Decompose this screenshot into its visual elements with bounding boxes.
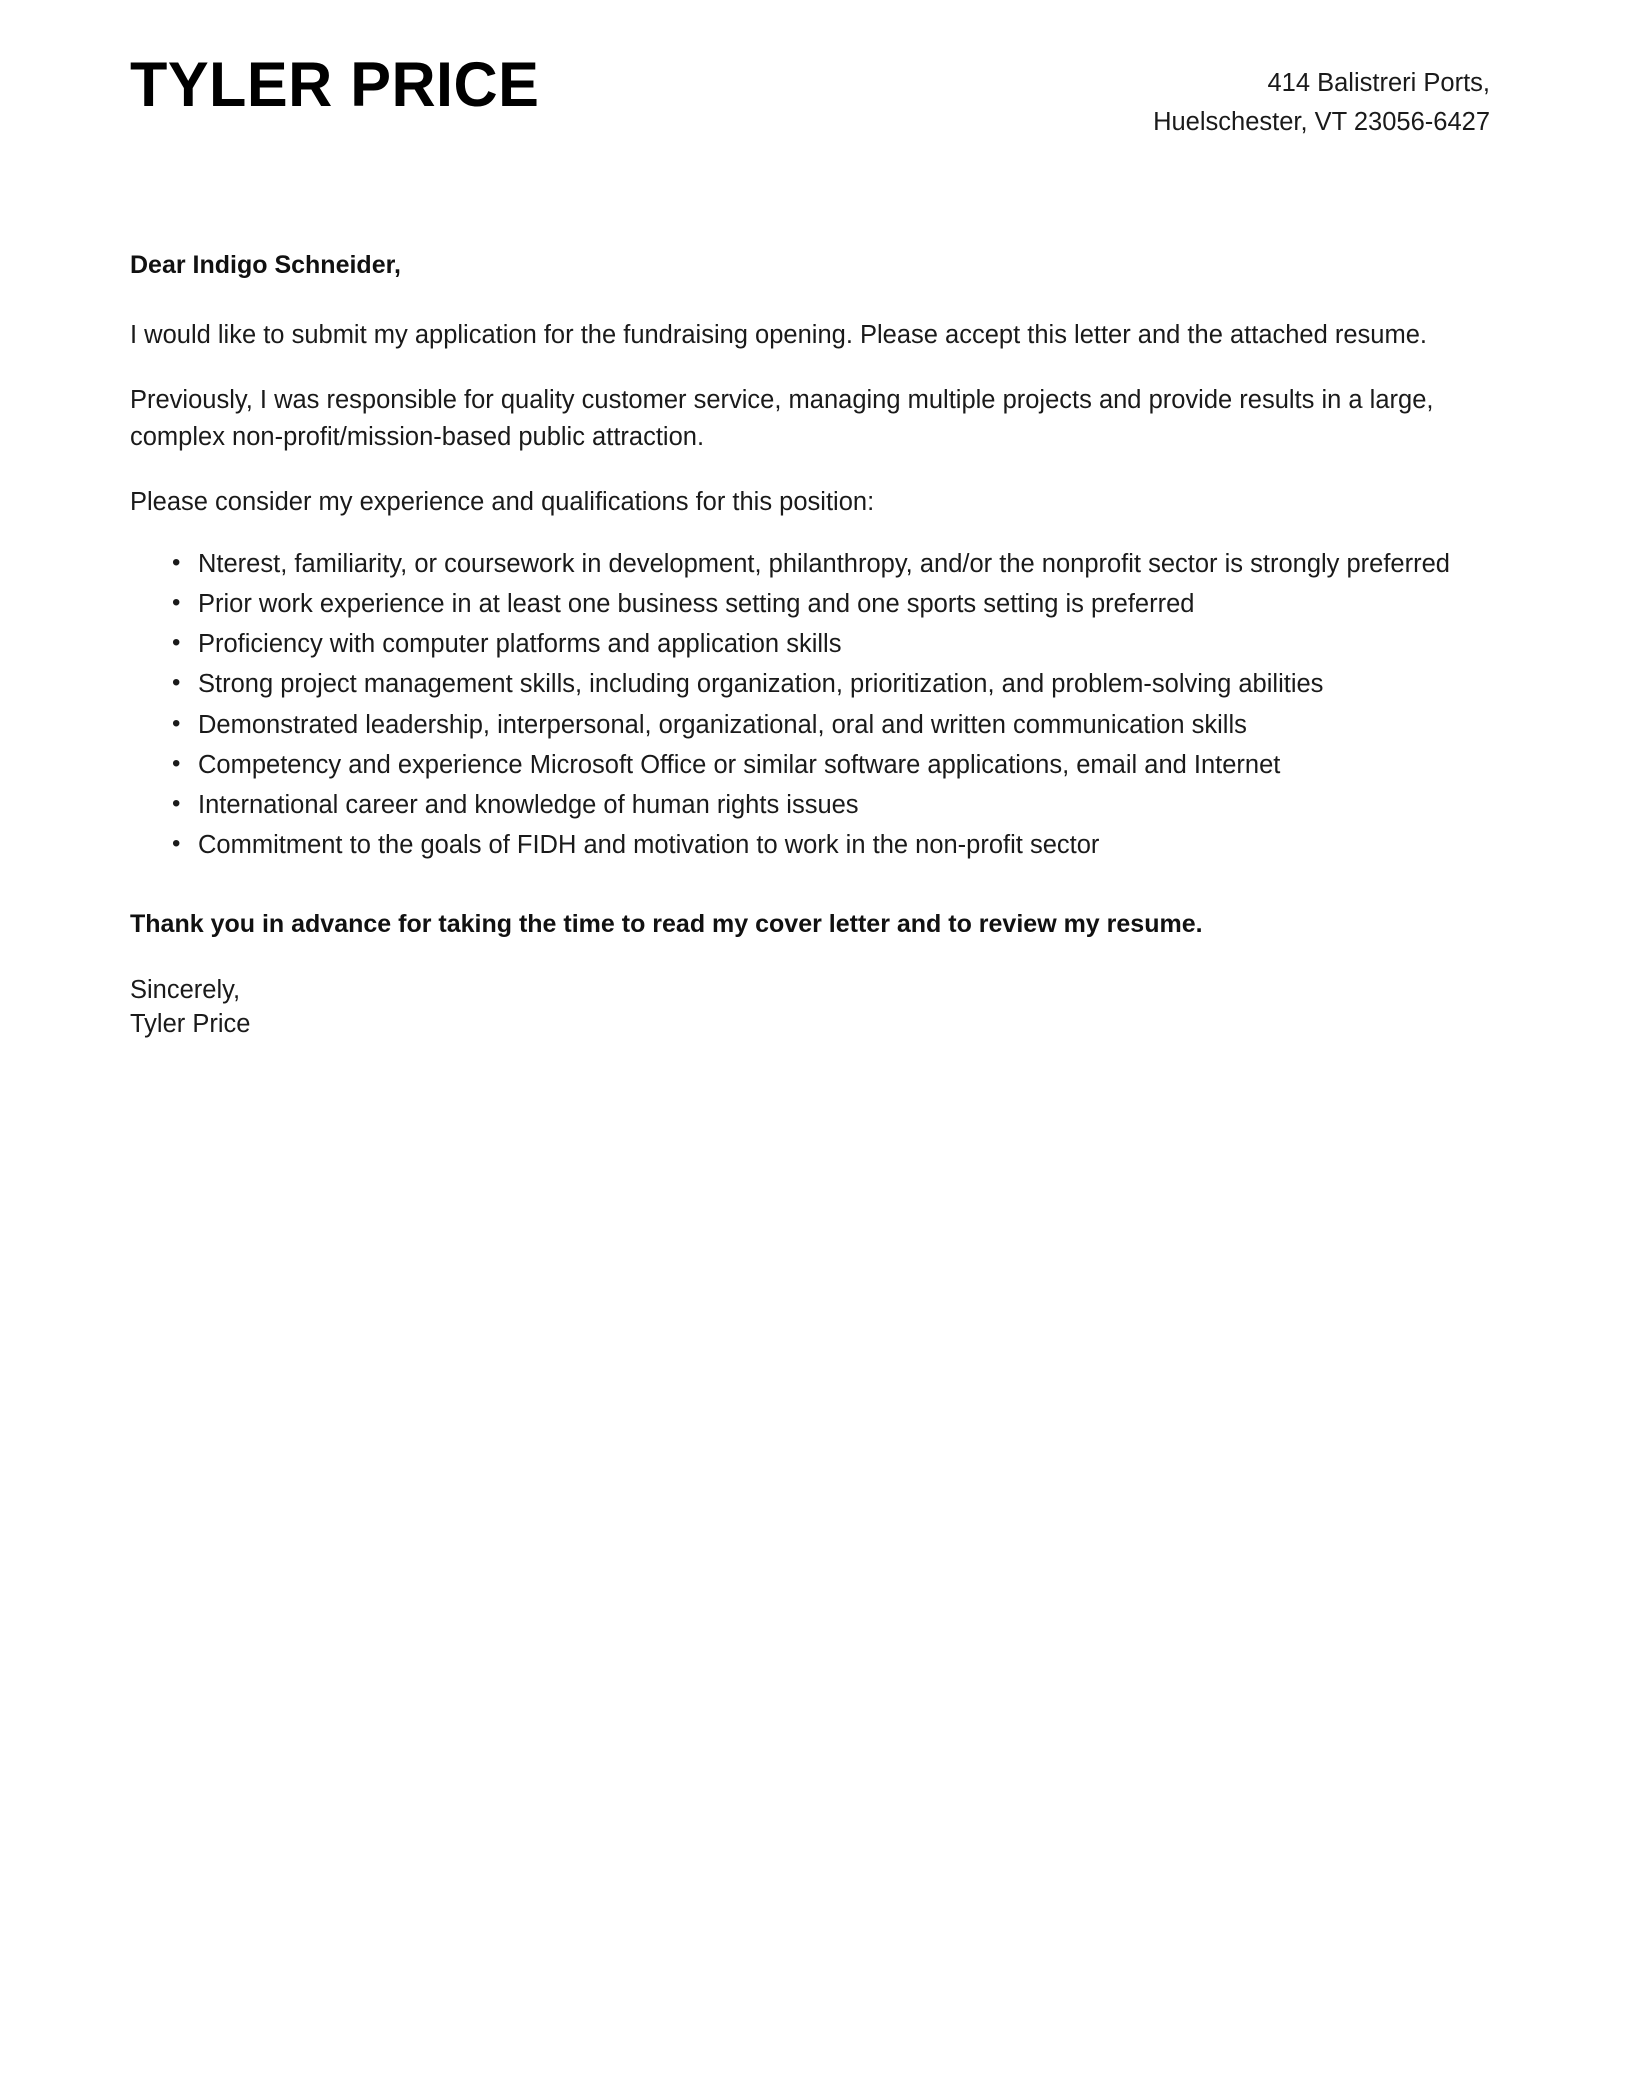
list-item: • Competency and experience Microsoft Office or similar software applications, email and Internet: [172, 747, 1480, 784]
address-block: [1153, 52, 1500, 142]
list-item: • Commitment to the goals of FIDH and motivation to work in the non-profit sector: [172, 827, 1480, 864]
salutation: Dear Indigo Schneider,: [130, 250, 401, 279]
list-item: • Prior work experience in at least one business setting and one sports setting is preferred: [172, 586, 1480, 623]
qualifications-list: [130, 546, 1480, 865]
address-line-street: 414 Balistreri Ports,: [1267, 69, 1490, 97]
body-paragraph-1: I would like to submit my application for the fundraising opening. Please accept this letter and the attached resume.: [130, 320, 1427, 349]
letter-sheet: [130, 0, 1500, 1041]
letter-body: [130, 247, 1480, 1042]
body-paragraph-3: Please consider my experience and qualifications for this position:: [130, 488, 875, 517]
list-item: • International career and knowledge of human rights issues: [172, 787, 1480, 824]
list-item: • Proficiency with computer platforms and application skills: [172, 626, 1480, 663]
closing-statement: Thank you in advance for taking the time to read my cover letter and to review my resume.: [130, 910, 1203, 939]
signature-name: Tyler Price: [130, 1010, 251, 1039]
list-item: • Demonstrated leadership, interpersonal, organizational, oral and written communication skills: [172, 707, 1480, 744]
list-item: • Nterest, familiarity, or coursework in development, philanthropy, and/or the nonprofit sector is strongly preferred: [172, 546, 1480, 583]
signoff-salutation: Sincerely,: [130, 975, 241, 1004]
body-paragraph-2: Previously, I was responsible for quality customer service, managing multiple projects and provide results in a large, complex non-profit/mission-based public attraction.: [130, 385, 1434, 452]
name-block: [130, 52, 552, 118]
list-item: • Strong project management skills, including organization, prioritization, and problem-solving abilities: [172, 666, 1480, 703]
applicant-name: TYLER PRICE: [130, 50, 540, 120]
signature-block: [130, 973, 1480, 1042]
address-line-city-state-zip: Huelschester, VT 23056-6427: [1153, 107, 1490, 136]
letterhead: [130, 0, 1500, 142]
